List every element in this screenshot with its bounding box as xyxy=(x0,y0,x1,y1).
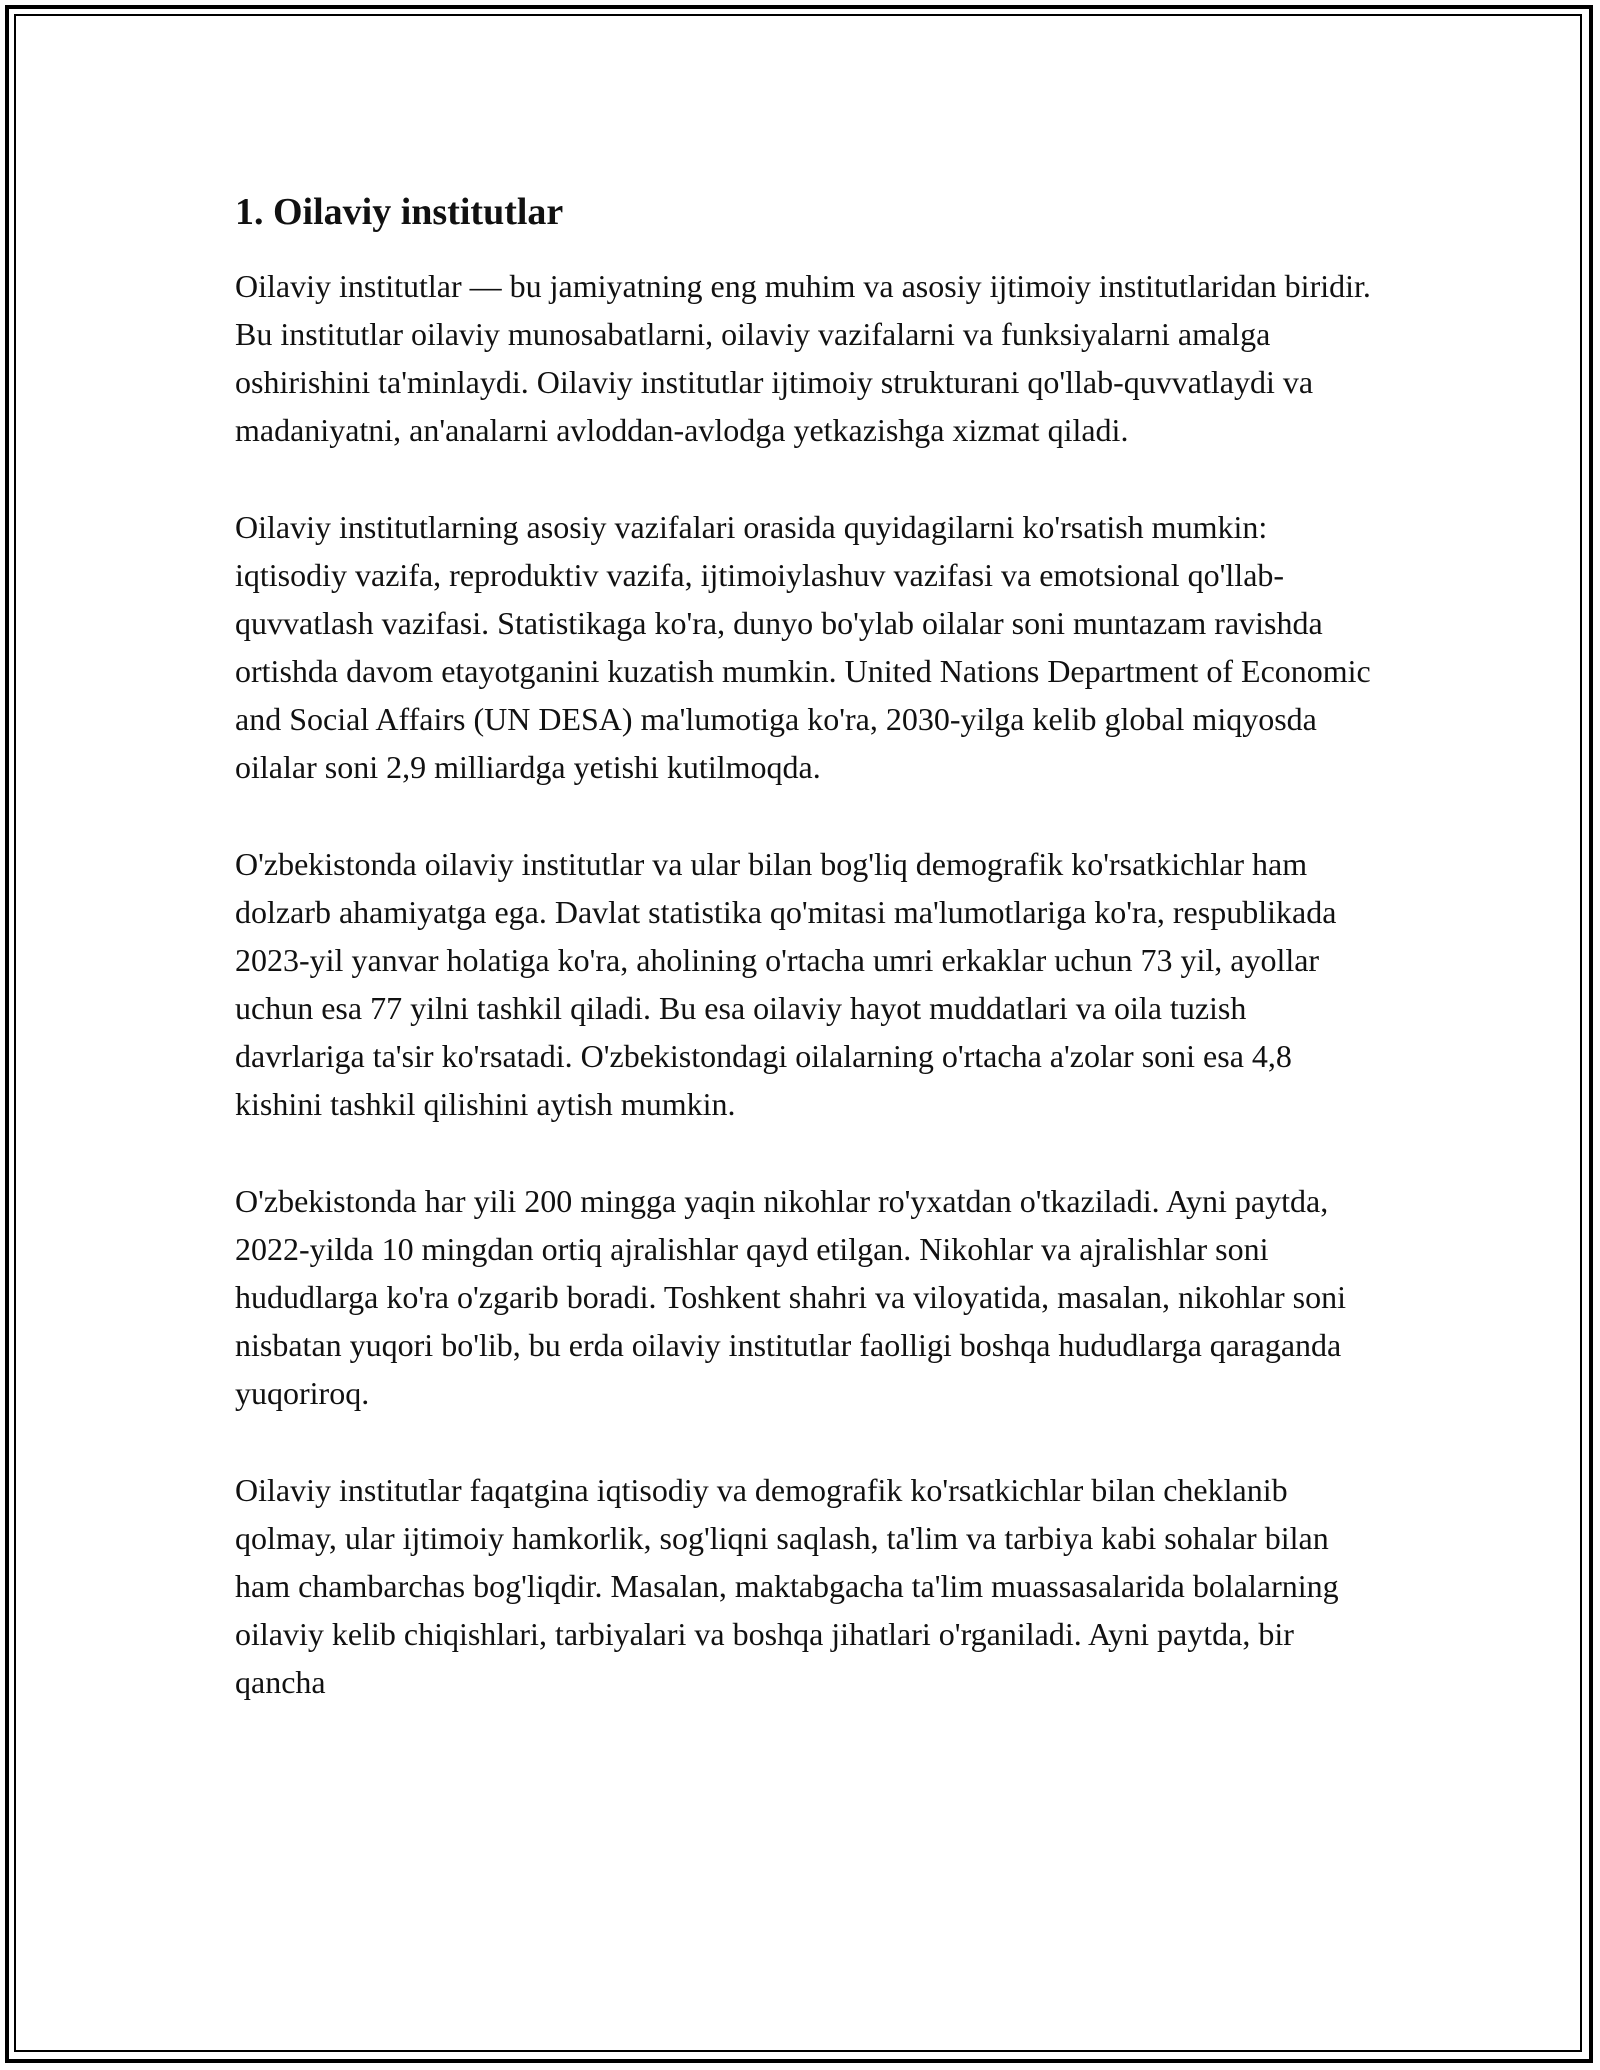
paragraph-1: Oilaviy institutlar — bu jamiyatning eng muhim va asosiy ijtimoiy institutlaridan biridir. Bu institutlar oilaviy munosabatlarni, oilaviy vazifalarni va funksiyalarni amalga oshirishini ta'minlaydi. Oilaviy institutlar ijtimoiy strukturani qo'llab-quvvatlaydi va madaniyatni, an'analarni avloddan-avlodga yetkazishga xizmat qiladi. xyxy=(235,268,1371,448)
paragraph-4: O'zbekistonda har yili 200 mingga yaqin nikohlar ro'yxatdan o'tkaziladi. Ayni paytda, 2022-yilda 10 mingdan ortiq ajralishlar qayd etilgan. Nikohlar va ajralishlar soni hududlarga ko'ra o'zgarib boradi. Toshkent shahri va viloyatida, masalan, nikohlar soni nisbatan yuqori bo'lib, bu erda oilaviy institutlar faolligi boshqa hududlarga qaraganda yuqoriroq. xyxy=(235,1183,1346,1411)
section-heading: 1. Oilaviy institutlar xyxy=(235,191,564,233)
document-body xyxy=(235,188,1375,1706)
paragraph-2: Oilaviy institutlarning asosiy vazifalari orasida quyidagilarni ko'rsatish mumkin: iqtisodiy vazifa, reproduktiv vazifa, ijtimoiylashuv vazifasi va emotsional qo'llab-quvvatlash vazifasi. Statistikaga ko'ra, dunyo bo'ylab oilalar soni muntazam ravishda ortishda davom etayotganini kuzatish mumkin. United Nations Department of Economic and Social Affairs (UN DESA) ma'lumotiga ko'ra, 2030-yilga kelib global miqyosda oilalar soni 2,9 milliardga yetishi kutilmoqda. xyxy=(235,509,1371,785)
paragraph-5: Oilaviy institutlar faqatgina iqtisodiy va demografik ko'rsatkichlar bilan cheklanib qolmay, ular ijtimoiy hamkorlik, sog'liqni saqlash, ta'lim va tarbiya kabi sohalar bilan ham chambarchas bog'liqdir. Masalan, maktabgacha ta'lim muassasalarida bolalarning oilaviy kelib chiqishlari, tarbiyalari va boshqa jihatlari o'rganiladi. Ayni paytda, bir qancha xyxy=(235,1472,1339,1700)
paragraph-3: O'zbekistonda oilaviy institutlar va ular bilan bog'liq demografik ko'rsatkichlar ham dolzarb ahamiyatga ega. Davlat statistika qo'mitasi ma'lumotlariga ko'ra, respublikada 2023-yil yanvar holatiga ko'ra, aholining o'rtacha umri erkaklar uchun 73 yil, ayollar uchun esa 77 yilni tashkil qiladi. Bu esa oilaviy hayot muddatlari va oila tuzish davrlariga ta'sir ko'rsatadi. O'zbekistondagi oilalarning o'rtacha a'zolar soni esa 4,8 kishini tashkil qilishini aytish mumkin. xyxy=(235,846,1337,1122)
